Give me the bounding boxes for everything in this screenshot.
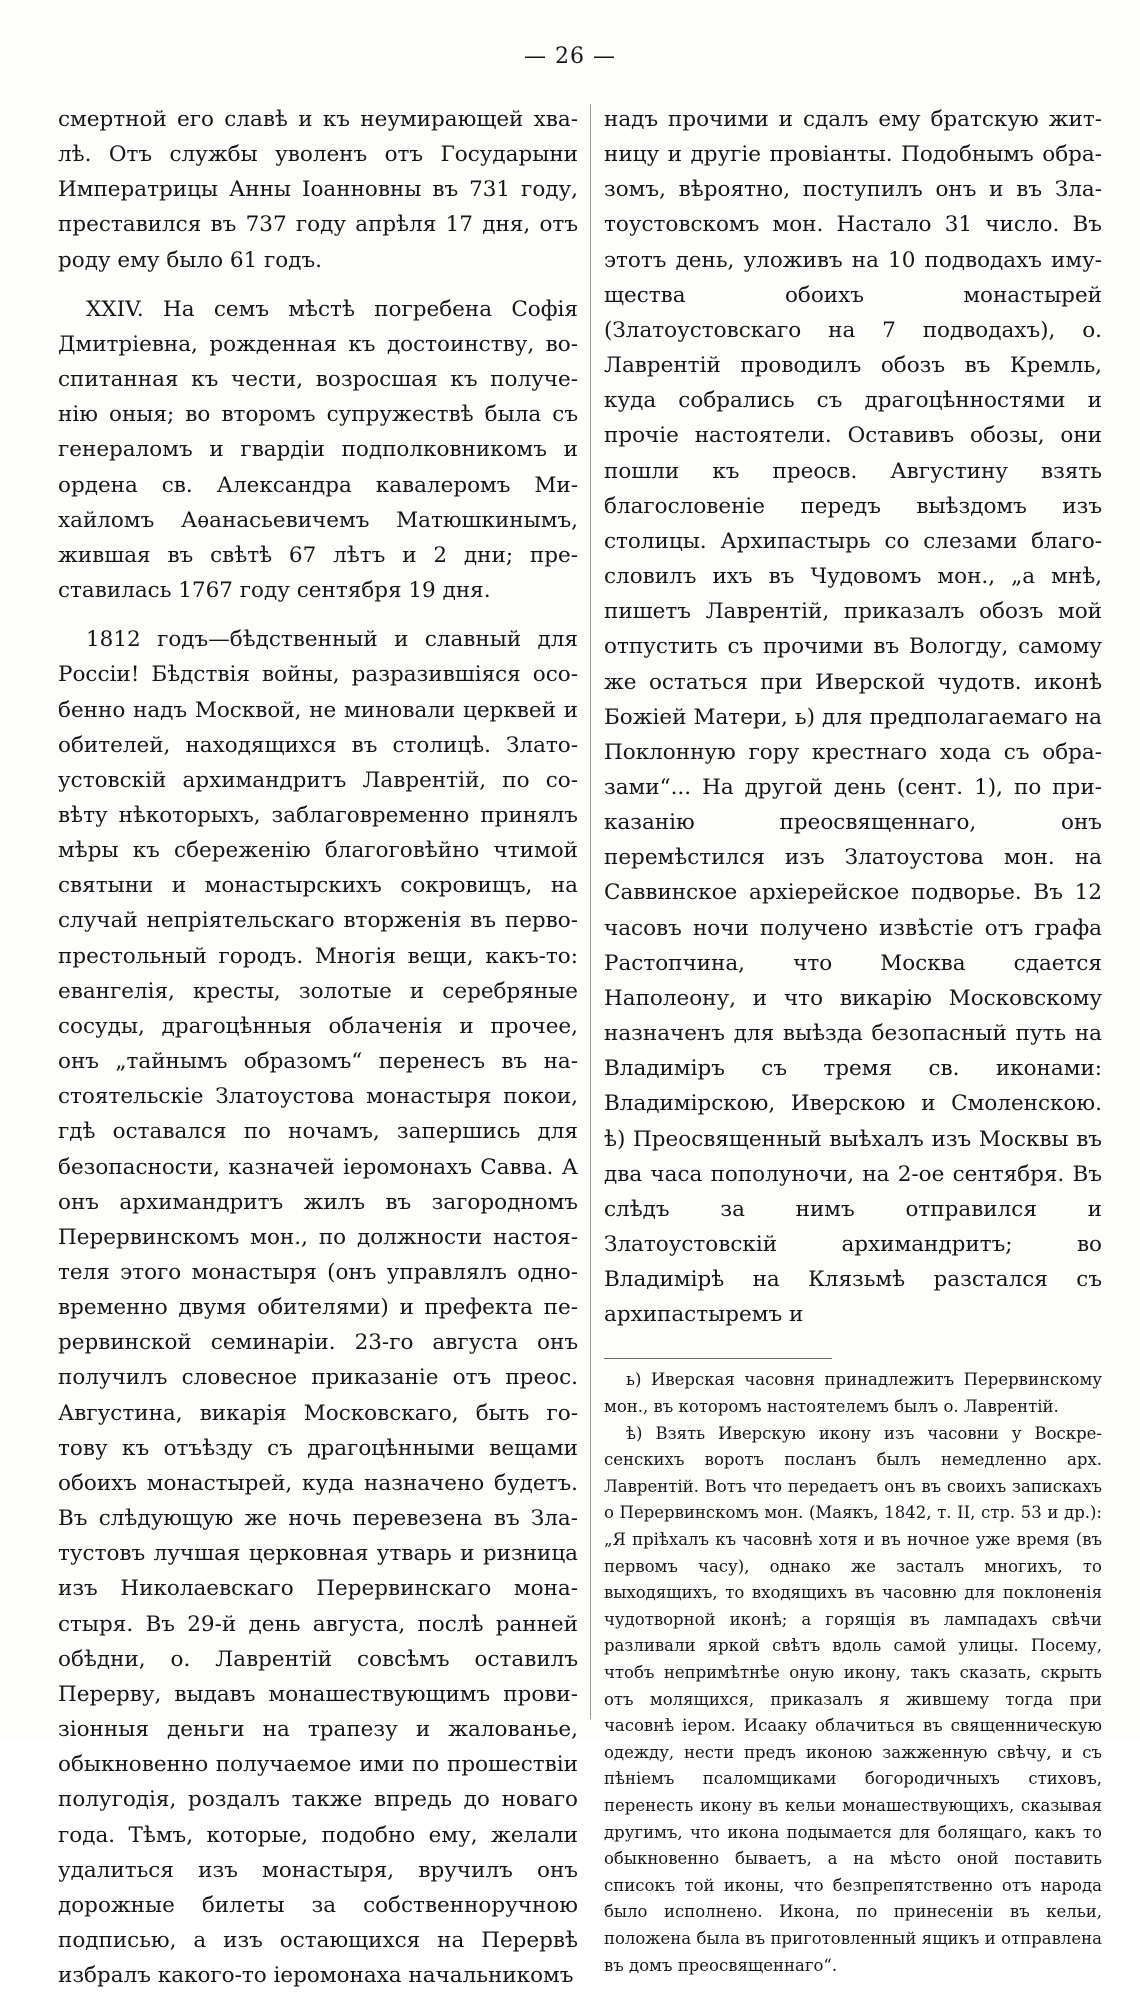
left-column (58, 102, 578, 1993)
right-column (604, 102, 1102, 1979)
footnote-rule (604, 1358, 832, 1359)
paragraph-1812: 1812 годъ—бѣдственный и славный для Россіи! Бѣдствія войны, разразившіяся особенно надъ Москвой, не миновали церквей и обителей, находящихся въ столицѣ. Златоустовскій архимандритъ Лаврентій, по совѣту нѣкоторыхъ, заблаговременно принялъ мѣры къ сбереженію благоговѣйно чтимой святыни и монастырскихъ сокровищъ, на случай непріятельскаго вторженія въ первопрестольный городъ. Многія вещи, какъ-то: евангелія, кресты, золотые и серебряные сосуды, драгоцѣнныя облаченія и прочее, онъ „тайнымъ образомъ“ перенесъ въ настоятельскіе Златоустова монастыря покои, гдѣ оставался по ночамъ, запершись для безопасности, казначей іеромонахъ Савва. А онъ архимандритъ жилъ въ загородномъ Перервинскомъ мон., по должности настоятеля этого монастыря (онъ управлялъ одновременно двумя обителями) и префекта перервинской семинаріи. 23-го августа онъ получилъ словесное приказаніе отъ преос. Августина, викарія Московскаго, быть готову къ отъѣзду съ драгоцѣнными вещами обоихъ монастырей, куда назначено будетъ. Въ слѣдующую же ночь перевезена въ Златустовъ лучшая церковная утварь и ризница изъ Николаевскаго Перервинскаго монастыря. Въ 29-й день августа, послѣ ранней обѣдни, о. Лаврентій совсѣмъ оставилъ Перерву, выдавъ монашествующимъ провизіонныя деньги на трапезу и жалованье, обыкновенно получаемое ими по прошествіи полугодія, роздалъ также впредь до новаго года. Тѣмъ, которые, подобно ему, желали удалиться изъ монастыря, вручилъ онъ дорожные билеты за собственноручною подписью, а изъ остающихся на Перервѣ избралъ какого-то іеромонаха начальникомъ (58, 627, 578, 1989)
paragraph-xxiv-sofia: ХХIV. На семъ мѣстѣ погребена Софія Дмитріевна, рожденная къ достоинству, воспитанная къ чести, возросшая къ полученію оныя; во второмъ супружествѣ была съ генераломъ и гвардіи подполковникомъ и ордена св. Александра кавалеромъ Михайломъ Аѳанасьевичемъ Матюшкинымъ, жившая въ свѣтѣ 67 лѣтъ и 2 дни; преставилась 1767 году сентября 19 дня. (58, 296, 578, 604)
paragraph-right-main: надъ прочими и сдалъ ему братскую житницу и другіе провіанты. Подобнымъ образомъ, вѣроятно, поступилъ онъ и въ Златоустовскомъ мон. Настало 31 число. Въ этотъ день, уложивъ на 10 подводахъ имущества обоихъ монастырей (Златоустовскаго на 7 подводахъ), о. Лаврентій проводилъ обозъ въ Кремль, куда собрались съ драгоцѣнностями и прочіе настоятели. Оставивъ обозы, они пошли къ преосв. Августину взять благословеніе передъ выѣздомъ изъ столицы. Архипастырь со слезами благословилъ ихъ въ Чудовомъ мон., „а мнѣ, пишетъ Лаврентій, приказалъ обозъ мой отпустить съ прочими въ Вологду, самому же остаться при Иверской чудотв. иконѣ Божіей Матери, ь) для предполагаемаго на Поклонную гору крестнаго хода съ образами“... На другой день (сент. 1), по приказанію преосвященнаго, онъ перемѣстился изъ Златоустова мон. на Саввинское архіерейское подворье. Въ 12 часовъ ночи получено извѣстіе отъ графа Растопчина, что Москва сдается Наполеону, и что викарію Московскому назначенъ для выѣзда безопасный путь на Владиміръ съ тремя св. иконами: Владимірскою, Иверскою и Смоленскою. ѣ) Преосвященный выѣхалъ изъ Москвы въ два часа пополуночи, на 2-ое сентября. Въ слѣдъ за нимъ отправился и Златоустовскій архимандритъ; во Владимірѣ на Клязьмѣ разстался съ архипастыремъ и (604, 107, 1102, 1328)
page-number: — 26 — (524, 44, 616, 69)
footnote-iverskaya-chapel: ь) Иверская часовня принадлежитъ Перервинскому мон., въ которомъ настоятелемъ былъ о. Лаврентій. (604, 1370, 1102, 1417)
footnote-iverskaya-icon: ѣ) Взять Иверскую икону изъ часовни у Воскресенскихъ воротъ посланъ былъ немедленно арх. Лаврентій. Вотъ что передаетъ онъ въ своихъ запискахъ о Перервинскомъ мон. (Маякъ, 1842, т. II, стр. 53 и др.): „Я пріѣхалъ къ часовнѣ хотя и въ ночное уже время (въ первомъ часу), однако же засталъ многихъ, то выходящихъ, то входящихъ въ часовню для поклоненія чудотворной иконѣ; а горящія въ лампадахъ свѣчи разливали яркой свѣтъ вдоль самой улицы. Посему, чтобъ непримѣтнѣе оную икону, такъ сказать, скрыть отъ молящихся, приказалъ я жившему тогда при часовнѣ іером. Исааку облачиться въ священническую одежду, нести предъ иконою зажженную свѣчу, и съ пѣніемъ псаломщиками богородичныхъ стиховъ, перенесть икону въ кельи монашествующихъ, сказывая другимъ, что икона подымается для болящаго, какъ то обыкновенно бываетъ, а на мѣсто оной поставить списокъ той иконы, что безпрепятственно отъ народа было исполнено. Икона, по принесеніи въ кельи, положена была въ приготовленный ящикъ и отправлена въ домъ преосвященнаго“. (604, 1423, 1102, 1975)
paragraph-epitaph-continuation: смертной его славѣ и къ неумирающей хвалѣ. Отъ службы уволенъ отъ Государыни Императрицы Анны Іоанновны въ 731 году, преставился въ 737 году апрѣля 17 дня, отъ роду ему было 61 годъ. (58, 107, 578, 273)
column-divider (590, 104, 591, 1719)
